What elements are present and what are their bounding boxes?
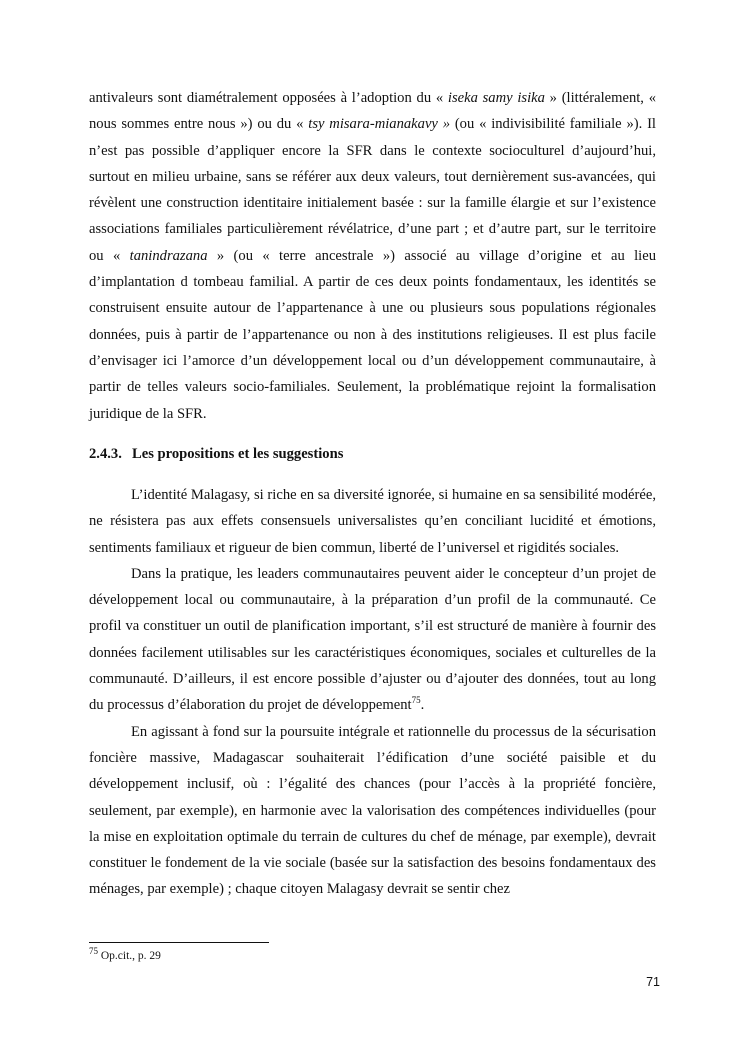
paragraph-land-securisation: En agissant à fond sur la poursuite intégrale et rationnelle du processus de la sécurisation foncière massive, Madagascar souhaiterait l’édification d’une société paisible et du développement inclusif, où : l’égalité des chances (pour l’accès à la propriété foncière, seulement, par exemple), en harmonie avec la valorisation des compétences individuelles (pour la mise en exploitation optimale du terrain de cultures du chef de ménage, par exemple), devrait constituer le fondement de la vie sociale (basée sur la satisfaction des besoins fondamentaux des ménages, par exemple) ; chaque citoyen Malagasy devrait se sentir chez — [89, 723, 656, 898]
paragraph-identity-values — [89, 85, 656, 427]
footnote-text: Op.cit., p. 29 — [98, 950, 161, 962]
italic-term-iseka-samy-isika: iseka samy isika — [447, 90, 545, 106]
text-run: » (littéralement, « nous sommes entre nous ») ou du « — [89, 90, 656, 133]
page-number: 71 — [646, 975, 660, 989]
section-body — [89, 482, 656, 903]
footnote-reference[interactable]: 75 — [411, 695, 421, 706]
section-title: Les propositions et les suggestions — [132, 446, 344, 462]
text-run: . — [420, 697, 425, 714]
paragraph-malagasy-identity: L’identité Malagasy, si riche en sa diversité ignorée, si humaine en sa sensibilité modérée, ne résistera pas aux effets consensuels universalistes qu’en conciliant lucidité et émotions, sentiments familiaux et rigueur de bien commun, liberté de l’universel et rigidités sociales. — [89, 487, 656, 556]
footnote — [89, 946, 161, 963]
text-run: Dans la pratique, les leaders communautaires peuvent aider le concepteur d’un projet de développement local ou communautaire, à la préparation d’un profil de la communauté. Ce profil va constituer un outil de planification important, s’il est structuré de manière à fournir des données facilement utilisables sur les caractéristiques économiques, sociales et culturelles de la communauté. D’ailleurs, il est encore possible d’ajuster ou d’ajouter des données, tout au long du processus d’élaboration du projet de développement — [89, 565, 656, 714]
footnote-marker: 75 — [89, 946, 98, 957]
text-run: » (ou « terre ancestrale ») associé au village d’origine et au lieu d’implantation d tombeau familial. A partir de ces deux points fondamentaux, les identités se construisent ensuite autour de l’appartenance à une ou plusieurs sous populations régionales données, puis à partir de l’appartenance ou non à des institutions religieuses. Il est plus facile d’envisager ici l’amorce d’un développement local ou d’un développement communautaire, à partir de telles valeurs socio-familiales. Seulement, la problématique rejoint la formalisation juridique de la SFR. — [89, 247, 657, 422]
text-run: (ou « indivisibilité familiale »). Il n’est pas possible d’appliquer encore la SFR dans le contexte socioculturel d’aujourd’hui, surtout en milieu urbaine, sans se référer aux deux valeurs, tout dernièrement sus-avancées, qui révèlent une construction identitaire initialement basée : sur la famille élargie et sur l’existence associations familiales particulièrement révélatrice, d’une part ; et d’autre part, sur le territoire ou « — [89, 116, 656, 264]
section-heading — [89, 441, 656, 467]
paragraph-community-leaders — [89, 561, 656, 719]
italic-term-tanindrazana: tanindrazana — [129, 247, 208, 264]
text-run: antivaleurs sont diamétralement opposées à l’adoption du « — [89, 90, 448, 106]
footnote-divider — [89, 942, 269, 943]
italic-term-tsy-misara-mianakavy: tsy misara-mianakavy » — [308, 116, 451, 133]
section-number: 2.4.3. — [89, 446, 122, 462]
